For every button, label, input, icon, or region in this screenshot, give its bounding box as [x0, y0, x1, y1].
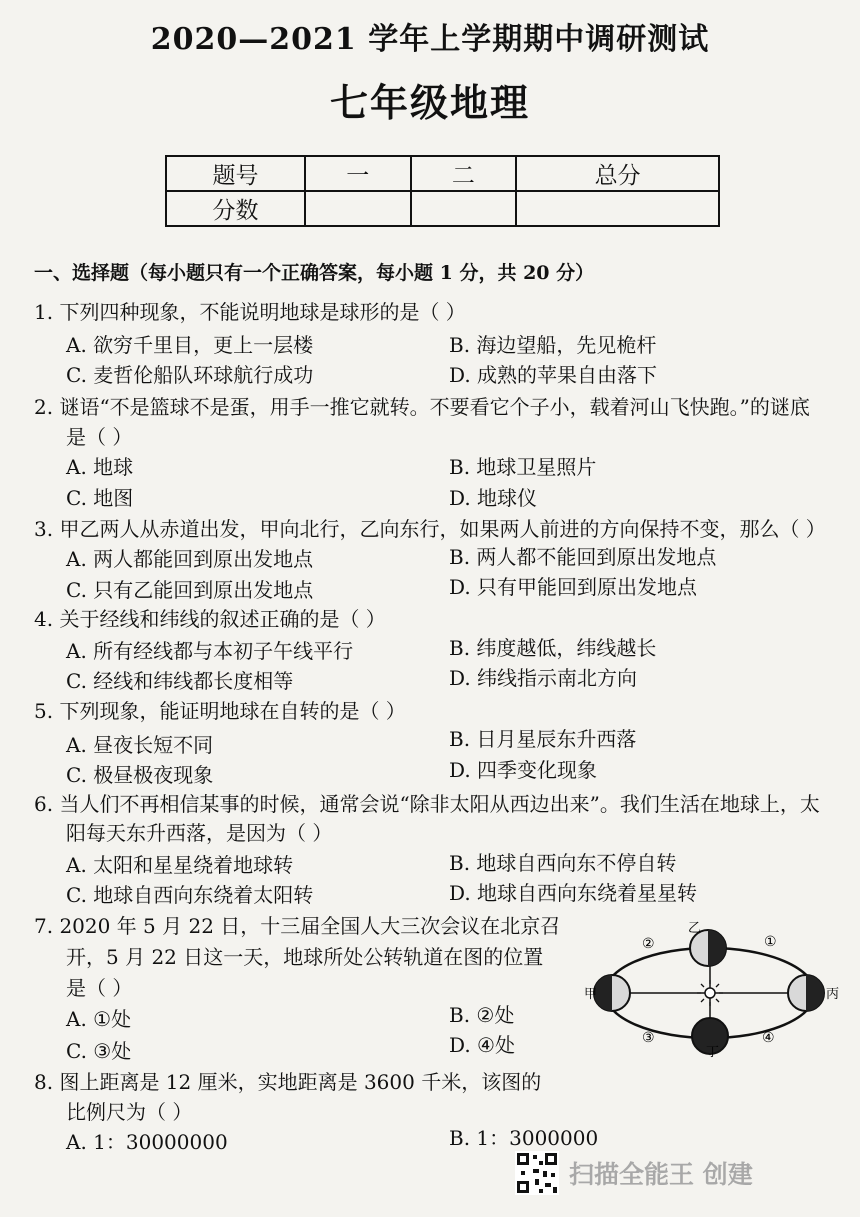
earth-icon: [788, 975, 824, 1011]
sun-icon: [697, 980, 723, 1006]
exam-subtitle: 七年级地理: [329, 80, 530, 125]
score-table: [165, 155, 720, 227]
watermark-text: 扫描全能王 创建: [569, 1160, 753, 1189]
option-a[interactable]: A. 所有经线都与本初子午线平行: [66, 639, 354, 663]
option-d[interactable]: D. 地球自西向东绕着星星转: [449, 881, 698, 905]
option-b[interactable]: B. 日月星辰东升西落: [449, 727, 637, 751]
earth-icon: [594, 975, 630, 1011]
diagram-label: 乙: [688, 921, 702, 936]
option-b[interactable]: B. 纬度越低，纬线越长: [449, 636, 657, 660]
orbit-diagram: [580, 918, 850, 1058]
question-stem: 6. 当人们不再相信某事的时候，通常会说“除非太阳从西边出来”。我们生活在地球上，太: [34, 792, 820, 816]
question-stem-cont: 阳每天东升西落，是因为（ ）: [66, 821, 333, 845]
diagram-label: 丙: [826, 987, 840, 1002]
scanner-watermark: [515, 1150, 753, 1196]
diagram-label: ②: [642, 936, 655, 952]
diagram-label: ①: [764, 934, 777, 950]
option-a[interactable]: A. 欲穷千里目，更上一层楼: [66, 333, 314, 357]
option-c[interactable]: C. 经线和纬线都长度相等: [66, 669, 294, 693]
option-d[interactable]: D. 只有甲能回到原出发地点: [449, 575, 698, 599]
score-cell: 题号: [166, 156, 305, 191]
option-c[interactable]: C. 极昼极夜现象: [66, 763, 214, 787]
option-a[interactable]: A. 1：30000000: [66, 1130, 228, 1154]
score-cell: 一: [305, 156, 411, 191]
option-a[interactable]: A. 太阳和星星绕着地球转: [66, 853, 294, 877]
option-a[interactable]: A. 昼夜长短不同: [66, 733, 214, 757]
diagram-label: ④: [762, 1030, 775, 1046]
score-cell[interactable]: [411, 191, 517, 226]
question-stem-cont: 比例尺为（ ）: [66, 1100, 193, 1124]
option-b[interactable]: B. 海边望船，先见桅杆: [449, 333, 657, 357]
option-d[interactable]: D. ④处: [449, 1033, 515, 1057]
option-c[interactable]: C. ③处: [66, 1039, 132, 1063]
option-c[interactable]: C. 麦哲伦船队环球航行成功: [66, 363, 314, 387]
option-d[interactable]: D. 四季变化现象: [449, 758, 598, 782]
option-a[interactable]: A. ①处: [66, 1007, 132, 1031]
score-table-row: [166, 191, 719, 226]
diagram-label: 丁: [706, 1045, 720, 1058]
question-stem: 8. 图上距离是 12 厘米，实地距离是 3600 千米，该图的: [34, 1070, 542, 1094]
option-d[interactable]: D. 纬线指示南北方向: [449, 666, 638, 690]
option-d[interactable]: D. 地球仪: [449, 486, 538, 510]
option-b[interactable]: B. 地球自西向东不停自转: [449, 851, 677, 875]
option-a[interactable]: A. 两人都能回到原出发地点: [66, 547, 314, 571]
option-c[interactable]: C. 地图: [66, 486, 134, 510]
score-cell: 二: [411, 156, 517, 191]
score-cell[interactable]: [516, 191, 719, 226]
score-cell: 总分: [516, 156, 719, 191]
question-stem: 3. 甲乙两人从赤道出发，甲向北行，乙向东行，如果两人前进的方向保持不变，那么（ ）: [34, 517, 826, 541]
exam-title: 2020—2021 学年上学期期中调研测试: [150, 22, 710, 57]
option-b[interactable]: B. 1：3000000: [449, 1126, 599, 1150]
question-stem: 5. 下列现象，能证明地球在自转的是（ ）: [34, 699, 406, 723]
section-heading: 一、选择题（每小题只有一个正确答案，每小题 1 分，共 20 分）: [34, 262, 595, 284]
question-stem: 2. 谜语“不是篮球不是蛋，用手一推它就转。不要看它个子小，载着河山飞快跑。”的谜底: [34, 395, 810, 419]
question-stem-cont: 开，5 月 22 日这一天，地球所处公转轨道在图的位置: [66, 945, 544, 969]
option-b[interactable]: B. ②处: [449, 1003, 515, 1027]
question-stem-cont: 是（ ）: [66, 976, 133, 1000]
score-table-row: [166, 156, 719, 191]
question-stem: 1. 下列四种现象，不能说明地球是球形的是（ ）: [34, 300, 466, 324]
question-stem: 7. 2020 年 5 月 22 日，十三届全国人大三次会议在北京召: [34, 914, 561, 938]
diagram-label: ③: [642, 1030, 655, 1046]
option-c[interactable]: C. 地球自西向东绕着太阳转: [66, 883, 314, 907]
question-stem: 4. 关于经线和纬线的叙述正确的是（ ）: [34, 607, 386, 631]
option-c[interactable]: C. 只有乙能回到原出发地点: [66, 578, 314, 602]
option-a[interactable]: A. 地球: [66, 455, 134, 479]
option-d[interactable]: D. 成熟的苹果自由落下: [449, 363, 658, 387]
score-cell: 分数: [166, 191, 305, 226]
diagram-label: 甲: [584, 987, 598, 1002]
score-cell[interactable]: [305, 191, 411, 226]
question-stem-cont: 是（ ）: [66, 425, 133, 449]
option-b[interactable]: B. 两人都不能回到原出发地点: [449, 545, 717, 569]
option-b[interactable]: B. 地球卫星照片: [449, 455, 597, 479]
qr-code-icon: [515, 1151, 559, 1195]
